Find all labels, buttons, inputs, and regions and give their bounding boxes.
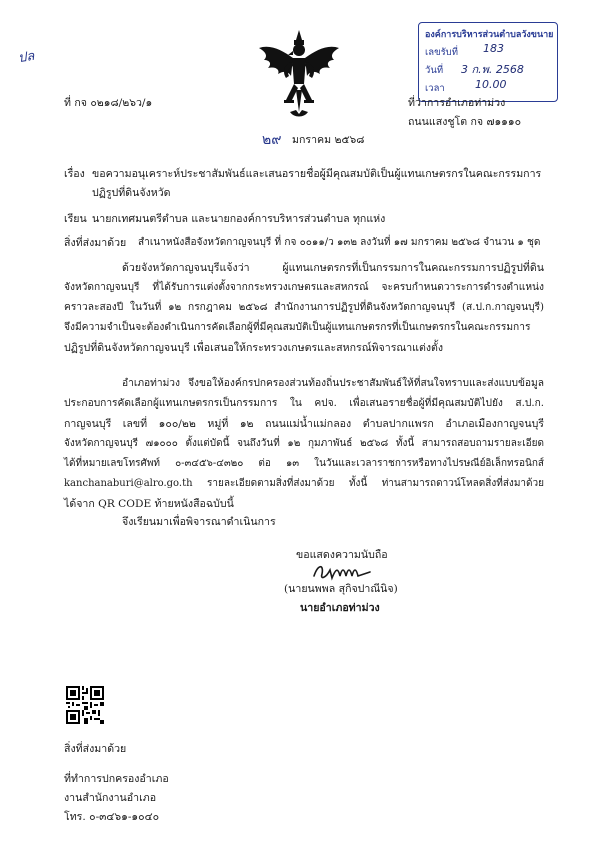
para2-line: อำเภอท่าม่วง จึงขอให้องค์กรปกครองส่วนท้องถิ่นประชาสัมพันธ์ให้ที่สนใจทราบและส่งแบบข้อมูล xyxy=(122,378,544,389)
margin-note: ปล xyxy=(17,48,36,67)
para1-line: คราวละสองปี ในวันที่ ๑๒ กรกฎาคม ๒๕๖๘ สำนักงานการปฏิรูปที่ดินจังหวัดกาญจนบุรี (ส.ป.ก.กาญจนบุรี) xyxy=(64,302,544,313)
para2-line: ได้ที่หมายเลขโทรศัพท์ ๐-๓๔๕๖-๔๓๒๐ ต่อ ๑๓ ในวันและเวลาราชการหรือทางไปรษณีย์อิเล็กทรอนิกส์ xyxy=(64,458,544,469)
stamp-time-label: เวลา xyxy=(425,83,445,94)
signer-position: นายอำเภอท่าม่วง xyxy=(300,602,380,614)
stamp-date-label: วันที่ xyxy=(425,65,444,76)
office-name: ที่ว่าการอำเภอท่าม่วง xyxy=(408,97,506,109)
para1-line: จังหวัดกาญจนบุรี ที่ได้รับการแต่งตั้งจากกระทรวงเกษตรและสหกรณ์ จะครบกำหนดวาระการดำรงตำแหน่ง xyxy=(64,282,544,293)
garuda-emblem xyxy=(256,28,342,120)
stamp-recv-label: เลขรับที่ xyxy=(425,47,458,58)
footer-section: งานสำนักงานอำเภอ xyxy=(64,792,157,804)
stamp-time-value: 10.00 xyxy=(475,78,507,91)
office-address: ถนนแสงชูโต กจ ๗๑๑๑๐ xyxy=(408,116,522,128)
para2-line: กาญจนบุรี เลขที่ ๑๐๐/๒๒ หมู่ที่ ๑๒ ถนนแม่น้ำแม่กลอง ตำบลปากแพรก อำเภอเมืองกาญจนบุรี xyxy=(64,418,544,430)
footer-office: ที่ทำการปกครองอำเภอ xyxy=(64,773,169,785)
subject-line-2: ปฏิรูปที่ดินจังหวัด xyxy=(92,187,171,199)
doc-number: ที่ กจ ๐๒๑๘/๒๖ว/๑ xyxy=(64,97,153,109)
body-paragraph-1 xyxy=(64,258,544,358)
footer-enclosure-label: สิ่งที่ส่งมาด้วย xyxy=(64,743,127,755)
stamp-org: องค์การบริหารส่วนตำบลวังขนาย xyxy=(425,30,554,40)
date-rest: มกราคม ๒๕๖๘ xyxy=(292,134,365,146)
para2-line: ได้จาก QR CODE ท้ายหนังสือฉบับนี้ xyxy=(64,498,234,510)
footer-tel: โทร. ๐-๓๔๖๑-๑๐๔๐ xyxy=(64,811,160,823)
to-value: นายกเทศมนตรีตำบล และนายกองค์การบริหารส่วนตำบล ทุกแห่ง xyxy=(92,213,386,225)
signer-name: (นายนพพล สุกิจปาณีนิจ) xyxy=(284,583,398,595)
subject-label: เรื่อง xyxy=(64,168,85,180)
closing-request: จึงเรียนมาเพื่อพิจารณาดำเนินการ xyxy=(122,516,276,528)
para2-line: ประกอบการคัดเลือกผู้แทนเกษตรกรเป็นกรรมการ ใน คปจ. เพื่อเสนอรายชื่อผู้ที่มีคุณสมบัติไปยัง ส.ป.ก. xyxy=(64,398,544,409)
salutation: ขอแสดงความนับถือ xyxy=(296,549,388,561)
qr-code xyxy=(66,686,104,724)
date-day: ๒๙ xyxy=(262,132,282,148)
enclosure-label: สิ่งที่ส่งมาด้วย xyxy=(64,237,127,249)
para1-line: ด้วยจังหวัดกาญจนบุรีแจ้งว่า ผู้แทนเกษตรกรที่เป็นกรรมการในคณะกรรมการปฏิรูปที่ดิน xyxy=(122,262,544,274)
para1-line: จึงมีความจำเป็นจะต้องดำเนินการคัดเลือกผู้ที่มีคุณสมบัติเป็นผู้แทนเกษตรกรที่เป็นเกษตรกรในคณะกรรมการ xyxy=(64,322,531,333)
to-label: เรียน xyxy=(64,213,87,225)
para2-line: จังหวัดกาญจนบุรี ๗๑๐๐๐ ตั้งแต่บัดนี้ จนถึงวันที่ ๑๒ กุมภาพันธ์ ๒๕๖๘ ทั้งนี้ สามารถสอบถามรายละเอียด xyxy=(64,438,544,449)
stamp-recv-no: 183 xyxy=(483,42,504,55)
enclosure-value: สำเนาหนังสือจังหวัดกาญจนบุรี ที่ กจ ๐๐๑๑/ว ๑๓๒ ลงวันที่ ๑๗ มกราคม ๒๕๖๘ จำนวน ๑ ชุด xyxy=(138,237,541,248)
subject-line-1: ขอความอนุเคราะห์ประชาสัมพันธ์และเสนอรายชื่อผู้มีคุณสมบัติเป็นผู้แทนเกษตรกรในคณะกรรมการ xyxy=(92,168,542,180)
body-paragraph-2 xyxy=(64,374,544,514)
stamp-date-value: 3 ก.พ. 2568 xyxy=(461,63,524,76)
handwritten-signature xyxy=(310,560,374,584)
receiving-stamp xyxy=(418,22,558,102)
para2-line: kanchanaburi@alro.go.th รายละเอียดตามสิ่งที่ส่งมาด้วย ทั้งนี้ ท่านสามารถดาวน์โหลดสิ่งที่ส่งมาด้วย xyxy=(64,478,544,489)
para1-line: ปฏิรูปที่ดินจังหวัดกาญจนบุรี เพื่อเสนอให้กระทรวงเกษตรและสหกรณ์พิจารณาแต่งตั้ง xyxy=(64,342,444,354)
